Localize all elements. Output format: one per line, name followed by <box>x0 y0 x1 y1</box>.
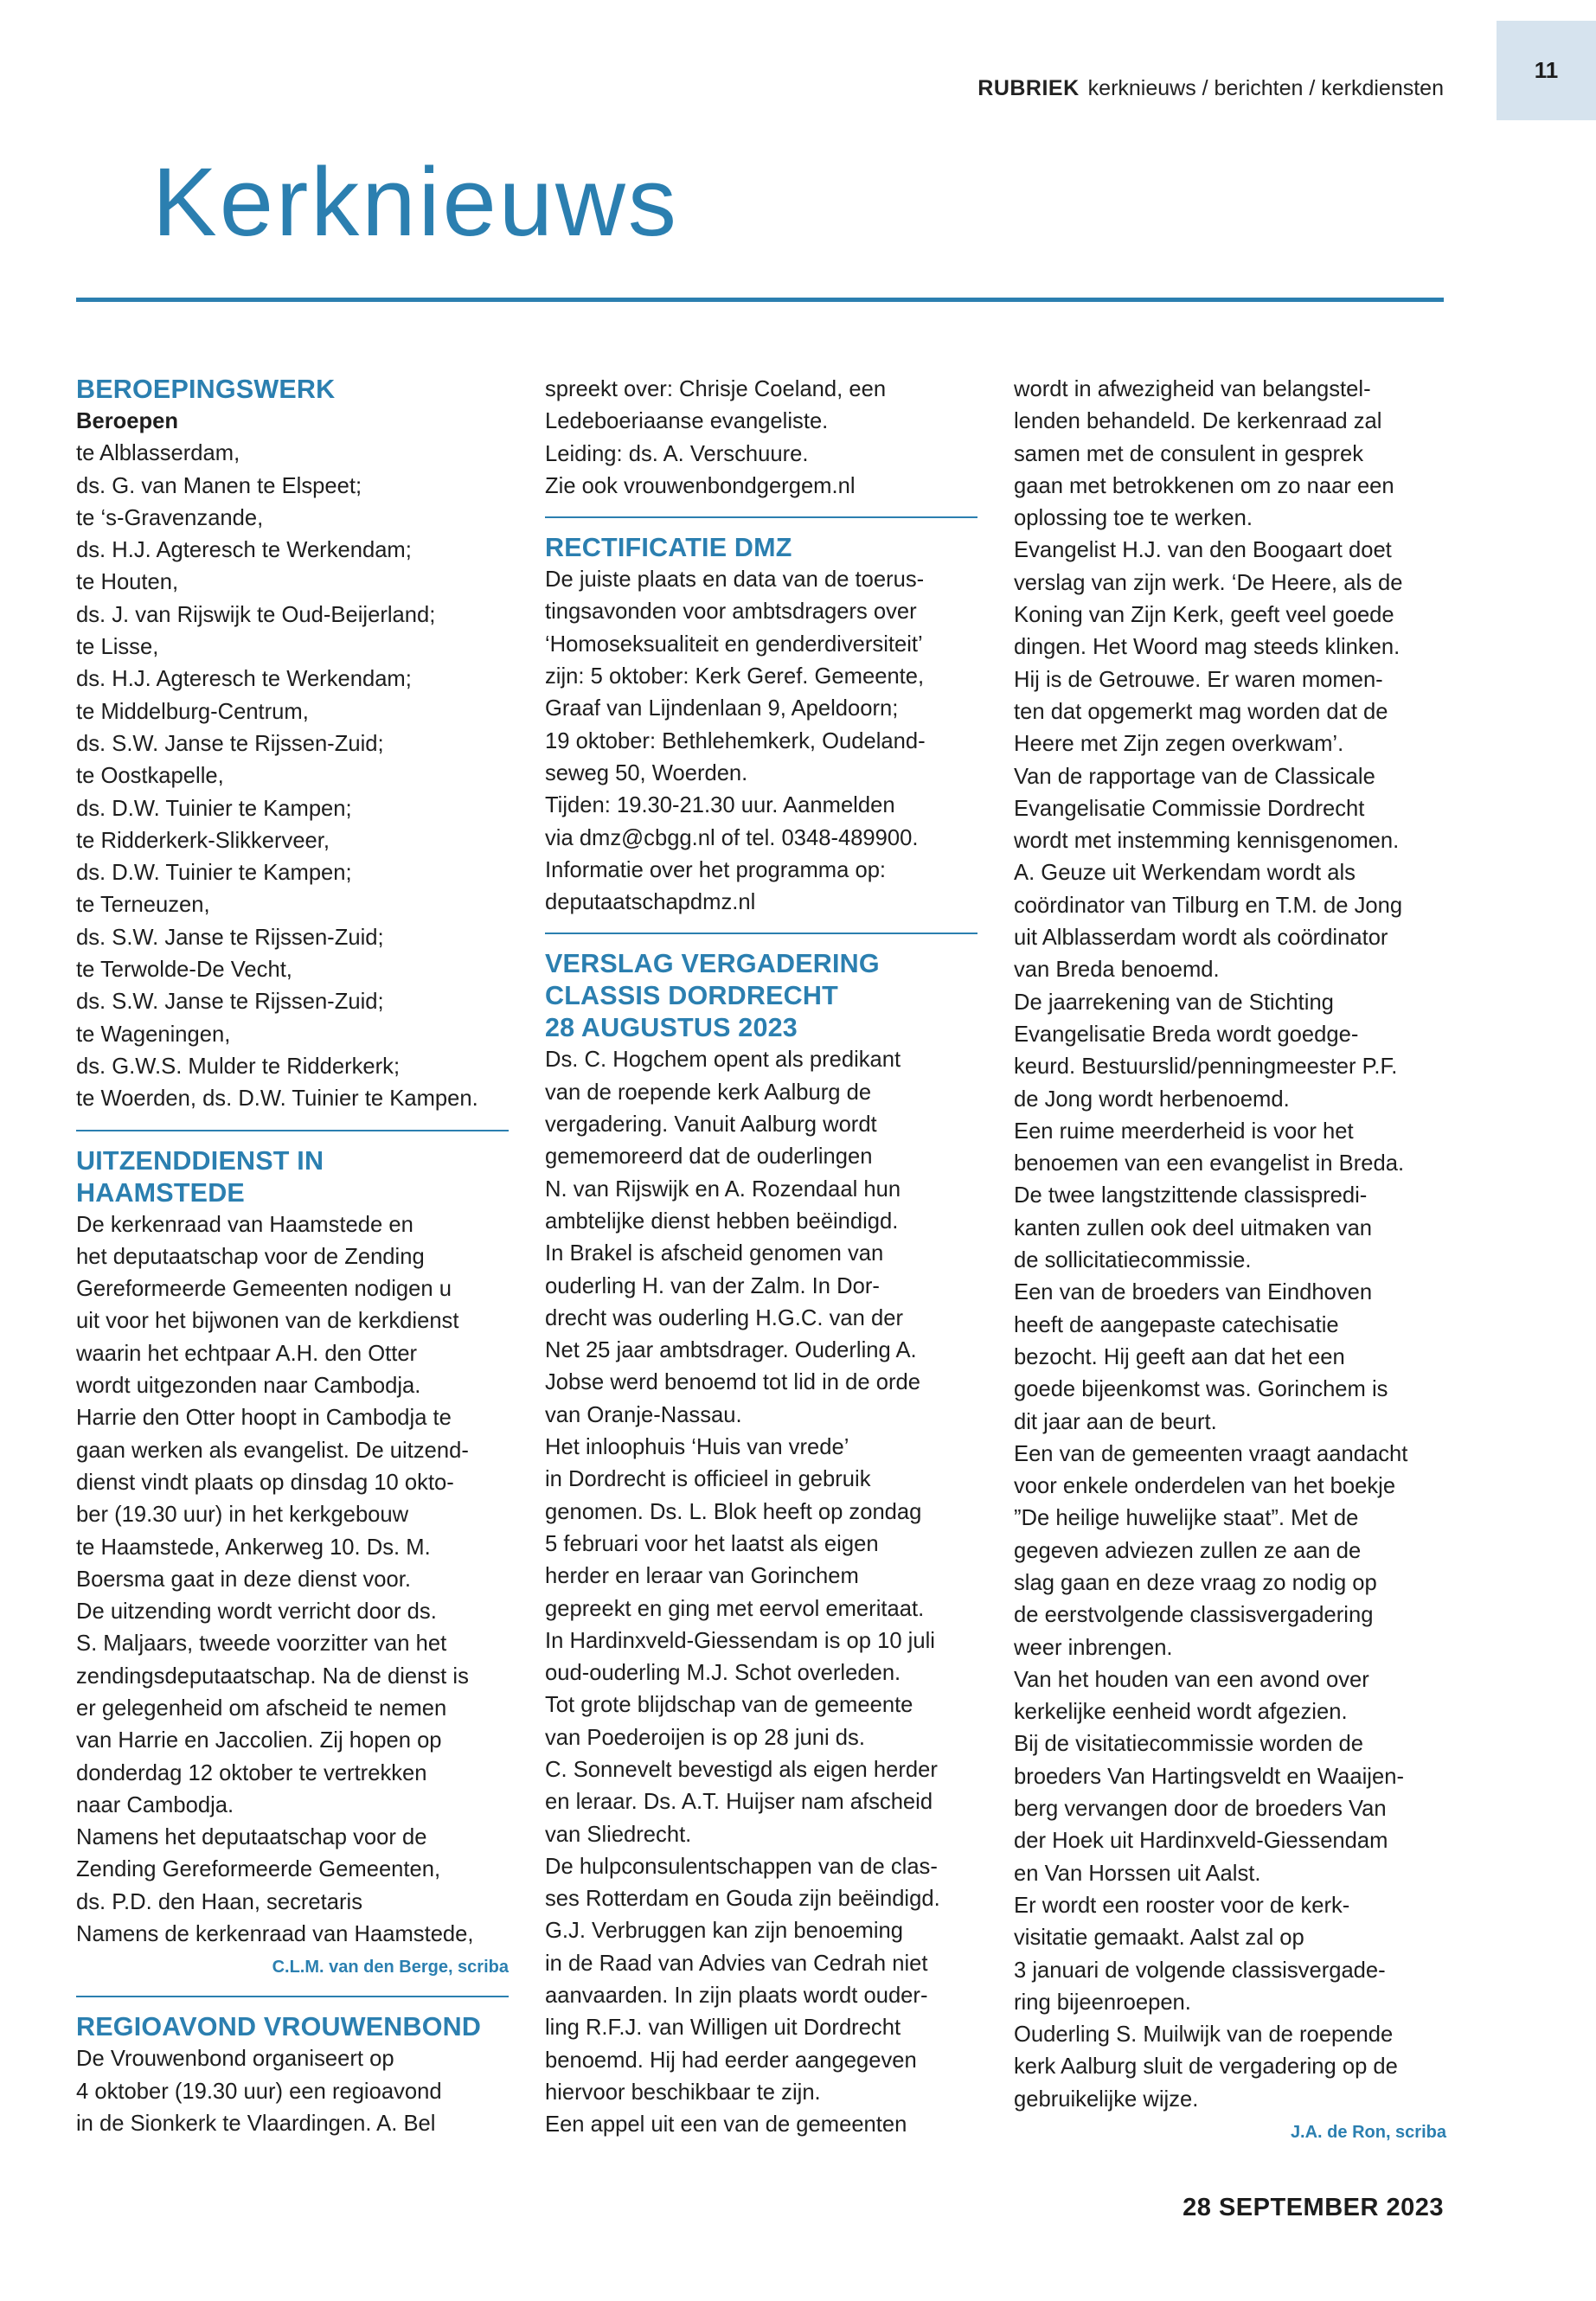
text-line: het deputaatschap voor de Zending <box>76 1244 425 1269</box>
text-line: slag gaan en deze vraag zo nodig op <box>1014 1570 1377 1595</box>
text-line: hiervoor beschikbaar te zijn. <box>545 2080 821 2105</box>
section-heading: VERSLAG VERGADERING <box>545 949 880 979</box>
section-heading: RECTIFICATIE DMZ <box>545 533 792 563</box>
text-line: In Hardinxveld-Giessendam is op 10 juli <box>545 1628 935 1653</box>
section-heading: BEROEPINGSWERK <box>76 375 336 404</box>
text-line: de sollicitatiecommissie. <box>1014 1248 1252 1273</box>
text-line: oud-ouderling M.J. Schot overleden. <box>545 1661 901 1686</box>
text-line: zijn: 5 oktober: Kerk Geref. Gemeente, <box>545 664 925 689</box>
text-line: Een van de gemeenten vraagt aandacht <box>1014 1441 1408 1466</box>
text-line: ds. S.W. Janse te Rijssen-Zuid; <box>76 731 384 756</box>
text-line: gepreekt en ging met eervol emeritaat. <box>545 1596 925 1621</box>
text-line: ds. S.W. Janse te Rijssen-Zuid; <box>76 990 384 1015</box>
text-line: goede bijeenkomst was. Gorinchem is <box>1014 1377 1388 1402</box>
text-line: 4 oktober (19.30 uur) een regioavond <box>76 2079 442 2104</box>
text-line: ds. H.J. Agteresch te Werkendam; <box>76 538 412 563</box>
text-line: gebruikelijke wijze. <box>1014 2086 1199 2112</box>
text-line: Evangelist H.J. van den Boogaart doet <box>1014 538 1392 563</box>
text-line: berg vervangen door de broeders Van <box>1014 1797 1387 1822</box>
text-line: benoemd. Hij had eerder aangegeven <box>545 2048 917 2073</box>
text-line: Tijden: 19.30-21.30 uur. Aanmelden <box>545 793 895 818</box>
section-divider <box>76 1130 509 1131</box>
text-line: ds. H.J. Agteresch te Werkendam; <box>76 667 412 692</box>
column-2 <box>545 374 977 2142</box>
page-number: 11 <box>1497 21 1596 120</box>
text-line: 3 januari de volgende classisvergade- <box>1014 1958 1386 1983</box>
text-line: Tot grote blijdschap van de gemeente <box>545 1693 913 1718</box>
text-line: broeders Van Hartingsveldt en Waaijen- <box>1014 1764 1404 1789</box>
text-line: Een van de broeders van Eindhoven <box>1014 1280 1373 1305</box>
text-line: voor enkele onderdelen van het boekje <box>1014 1474 1396 1499</box>
text-line: ds. P.D. den Haan, secretaris <box>76 1889 362 1914</box>
text-line: De jaarrekening van de Stichting <box>1014 990 1334 1015</box>
text-line: waarin het echtpaar A.H. den Otter <box>76 1341 418 1366</box>
section-divider <box>76 1996 509 1997</box>
text-line: in Dordrecht is officieel in gebruik <box>545 1467 871 1492</box>
text-line: vergadering. Vanuit Aalburg wordt <box>545 1112 877 1138</box>
text-line: zendingsdeputaatschap. Na de dienst is <box>76 1663 469 1689</box>
text-line: C. Sonnevelt bevestigd als eigen herder <box>545 1757 938 1782</box>
text-line: Gereformeerde Gemeenten nodigen u <box>76 1277 452 1302</box>
text-line: spreekt over: Chrisje Coeland, een <box>545 377 887 401</box>
text-line: en Van Horssen uit Aalst. <box>1014 1861 1261 1886</box>
text-line: gaan met betrokkenen om zo naar een <box>1014 473 1394 498</box>
text-line: de Jong wordt herbenoemd. <box>1014 1086 1290 1112</box>
title-rule <box>76 298 1444 302</box>
text-line: gegeven adviezen zullen ze aan de <box>1014 1538 1362 1563</box>
text-line: ten dat opgemerkt mag worden dat de <box>1014 699 1388 724</box>
column-1 <box>76 374 509 2140</box>
text-line: ouderling H. van der Zalm. In Dor- <box>545 1273 880 1298</box>
text-line: 5 februari voor het laatst als eigen <box>545 1531 879 1556</box>
section-heading: 28 AUGUSTUS 2023 <box>545 1013 798 1043</box>
text-line: te Alblasserdam, <box>76 441 240 466</box>
text-line: G.J. Verbruggen kan zijn benoeming <box>545 1919 904 1944</box>
text-line: verslag van zijn werk. ‘De Heere, als de <box>1014 570 1403 595</box>
text-line: te Wageningen, <box>76 1022 231 1047</box>
text-line: uit voor het bijwonen van de kerkdienst <box>76 1309 459 1334</box>
text-line: donderdag 12 oktober te vertrekken <box>76 1760 427 1785</box>
text-line: Informatie over het programma op: <box>545 857 887 882</box>
text-line: lenden behandeld. De kerkenraad zal <box>1014 409 1382 434</box>
text-line: naar Cambodja. <box>76 1792 234 1817</box>
text-line: coördinator van Tilburg en T.M. de Jong <box>1014 893 1403 918</box>
text-line: A. Geuze uit Werkendam wordt als <box>1014 861 1356 886</box>
text-line: ds. D.W. Tuinier te Kampen; <box>76 796 352 821</box>
text-line: te Lisse, <box>76 635 159 660</box>
text-line: te Oostkapelle, <box>76 764 224 789</box>
text-line: ambtelijke dienst hebben beëindigd. <box>545 1208 899 1234</box>
text-line: wordt met instemming kennisgenomen. <box>1014 829 1400 854</box>
text-line: Namens de kerkenraad van Haamstede, <box>76 1922 474 1947</box>
text-line: weer inbrengen. <box>1014 1635 1173 1660</box>
text-line: samen met de consulent in gesprek <box>1014 441 1364 466</box>
text-line: ds. G. van Manen te Elspeet; <box>76 473 362 498</box>
text-line: via dmz@cbgg.nl of tel. 0348-489900. <box>545 825 919 850</box>
text-line: ‘Homoseksualiteit en genderdiversiteit’ <box>545 631 923 657</box>
text-line: De hulpconsulentschappen van de clas- <box>545 1854 938 1879</box>
text-line: ling R.F.J. van Willigen uit Dordrecht <box>545 2016 901 2041</box>
section-heading: UITZENDDIENST IN <box>76 1145 324 1176</box>
text-line: te Middelburg-Centrum, <box>76 699 309 724</box>
text-line: Boersma gaat in deze dienst voor. <box>76 1567 411 1592</box>
text-line: wordt uitgezonden naar Cambodja. <box>76 1374 421 1399</box>
text-line: ds. G.W.S. Mulder te Ridderkerk; <box>76 1054 401 1079</box>
text-line: heeft de aangepaste catechisatie <box>1014 1312 1339 1337</box>
text-line: Namens het deputaatschap voor de <box>76 1825 427 1850</box>
text-line: Ds. C. Hogchem opent als predikant <box>545 1048 901 1073</box>
text-line: Een ruime meerderheid is voor het <box>1014 1118 1354 1144</box>
footer-date: 28 SEPTEMBER 2023 <box>1183 2194 1444 2221</box>
text-line: De Vrouwenbond organiseert op <box>76 2047 394 2072</box>
text-line: Leiding: ds. A. Verschuure. <box>545 441 809 466</box>
section-heading: REGIOAVOND VROUWENBOND <box>76 2012 482 2042</box>
text-line: dingen. Het Woord mag steeds klinken. <box>1014 635 1401 660</box>
text-line: van Harrie en Jaccolien. Zij hopen op <box>76 1728 442 1753</box>
text-line: visitatie gemaakt. Aalst zal op <box>1014 1926 1304 1951</box>
rubriek-label: RUBRIEK <box>977 76 1080 100</box>
text-line: De twee langstzittende classispredi- <box>1014 1183 1368 1208</box>
text-line: Er wordt een rooster voor de kerk- <box>1014 1893 1350 1918</box>
text-line: Evangelisatie Commissie Dordrecht <box>1014 796 1365 821</box>
text-line: In Brakel is afscheid genomen van <box>545 1241 884 1266</box>
text-line: keurd. Bestuurslid/penningmeester P.F. <box>1014 1054 1398 1080</box>
text-line: er gelegenheid om afscheid te nemen <box>76 1695 447 1721</box>
text-line: Harrie den Otter hoopt in Cambodja te <box>76 1406 452 1431</box>
text-line: de eerstvolgende classisvergadering <box>1014 1603 1374 1628</box>
text-line: aanvaarden. In zijn plaats wordt ouder- <box>545 1984 928 2009</box>
text-line: De uitzending wordt verricht door ds. <box>76 1599 437 1625</box>
text-line: genomen. Ds. L. Blok heeft op zondag <box>545 1499 922 1524</box>
text-line: der Hoek uit Hardinxveld-Giessendam <box>1014 1829 1388 1854</box>
text-line: en leraar. Ds. A.T. Huijser nam afscheid <box>545 1790 933 1815</box>
text-line: te Terneuzen, <box>76 893 210 918</box>
text-line: herder en leraar van Gorinchem <box>545 1564 859 1589</box>
text-line: drecht was ouderling H.G.C. van der <box>545 1305 903 1330</box>
text-line: dienst vindt plaats op dinsdag 10 okto- <box>76 1470 454 1495</box>
text-line: van Breda benoemd. <box>1014 958 1220 983</box>
text-line: ber (19.30 uur) in het kerkgebouw <box>76 1503 409 1528</box>
section-heading: HAAMSTEDE <box>76 1177 245 1208</box>
text-line: in de Raad van Advies van Cedrah niet <box>545 1951 928 1976</box>
text-line: ring bijeenroepen. <box>1014 1990 1191 2015</box>
text-line: De kerkenraad van Haamstede en <box>76 1212 413 1237</box>
text-line: te Haamstede, Ankerweg 10. Ds. M. <box>76 1535 431 1560</box>
text-line: ”De heilige huwelijke staat”. Met de <box>1014 1506 1359 1531</box>
text-line: N. van Rijswijk en A. Rozendaal hun <box>545 1176 901 1202</box>
signature: J.A. de Ron, scriba <box>1290 2123 1446 2143</box>
text-line: kerkelijke eenheid wordt afgezien. <box>1014 1700 1348 1725</box>
text-line: Jobse werd benoemd tot lid in de orde <box>545 1370 920 1395</box>
section-divider <box>545 516 977 518</box>
text-line: Graaf van Lijndenlaan 9, Apeldoorn; <box>545 696 899 721</box>
text-line: Bij de visitatiecommissie worden de <box>1014 1732 1363 1757</box>
text-line: S. Maljaars, tweede voorzitter van het <box>76 1631 447 1657</box>
text-line: De juiste plaats en data van de toerus- <box>545 567 925 593</box>
page-title: Kerknieuws <box>152 148 679 256</box>
text-line: van de roepende kerk Aalburg de <box>545 1080 872 1105</box>
text-line: Net 25 jaar ambtsdrager. Ouderling A. <box>545 1338 917 1363</box>
text-line: kerk Aalburg sluit de vergadering op de <box>1014 2054 1398 2080</box>
section-header <box>977 76 1444 101</box>
text-line: te Houten, <box>76 570 179 595</box>
text-line: Het inloophuis ‘Huis van vrede’ <box>545 1435 849 1460</box>
text-line: Zie ook vrouwenbondgergem.nl <box>545 473 856 498</box>
text-line: ds. S.W. Janse te Rijssen-Zuid; <box>76 925 384 950</box>
rubriek-text: kerknieuws / berichten / kerkdiensten <box>1087 76 1444 100</box>
text-line: Ouderling S. Muilwijk van de roepende <box>1014 2022 1394 2048</box>
text-line: kanten zullen ook deel uitmaken van <box>1014 1215 1373 1240</box>
text-line: te Ridderkerk-Slikkerveer, <box>76 828 330 853</box>
text-line: te Woerden, ds. D.W. Tuinier te Kampen. <box>76 1086 478 1112</box>
text-line: oplossing toe te werken. <box>1014 506 1253 531</box>
text-line: te ‘s-Gravenzande, <box>76 505 264 530</box>
text-line: Hij is de Getrouwe. Er waren momen- <box>1014 667 1383 692</box>
text-line: Een appel uit een van de gemeenten <box>545 2112 907 2138</box>
text-line: 19 oktober: Bethlehemkerk, Oudeland- <box>545 728 926 753</box>
text-line: bezocht. Hij geeft aan dat het een <box>1014 1344 1345 1369</box>
text-line: gaan werken als evangelist. De uitzend- <box>76 1438 469 1463</box>
text-line: wordt in afwezigheid van belangstel- <box>1014 377 1371 401</box>
text-line: in de Sionkerk te Vlaardingen. A. Bel <box>76 2111 436 2136</box>
text-line: uit Alblasserdam wordt als coördinator <box>1014 926 1388 951</box>
text-line: ds. J. van Rijswijk te Oud-Beijerland; <box>76 602 436 627</box>
section-divider <box>545 933 977 934</box>
text-line: Van het houden van een avond over <box>1014 1667 1369 1692</box>
text-line: dit jaar aan de beurt. <box>1014 1409 1217 1434</box>
text-line: ses Rotterdam en Gouda zijn beëindigd. <box>545 1887 940 1912</box>
text-line: Heere met Zijn zegen overkwam’. <box>1014 732 1344 757</box>
text-line: tingsavonden voor ambtsdragers over <box>545 599 917 625</box>
text-line: gememoreerd dat de ouderlingen <box>545 1144 873 1170</box>
text-line: Zending Gereformeerde Gemeenten, <box>76 1857 441 1882</box>
text-line: van Sliedrecht. <box>545 1822 692 1847</box>
text-line: benoemen van een evangelist in Breda. <box>1014 1151 1405 1176</box>
text-line: seweg 50, Woerden. <box>545 760 748 785</box>
text-line: Koning van Zijn Kerk, geeft veel goede <box>1014 603 1394 628</box>
text-line: ds. D.W. Tuinier te Kampen; <box>76 861 352 886</box>
text-line: te Terwolde-De Vecht, <box>76 958 292 983</box>
subheading: Beroepen <box>76 409 179 433</box>
text-line: Van de rapportage van de Classicale <box>1014 764 1375 789</box>
text-line: van Oranje-Nassau. <box>545 1402 742 1427</box>
text-line: deputaatschapdmz.nl <box>545 890 756 915</box>
text-line: Evangelisatie Breda wordt goedge- <box>1014 1022 1359 1047</box>
text-line: van Poederoijen is op 28 juni ds. <box>545 1725 865 1750</box>
column-3 <box>1014 374 1446 2147</box>
section-heading: CLASSIS DORDRECHT <box>545 981 838 1011</box>
text-line: Ledeboeriaanse evangeliste. <box>545 409 829 434</box>
signature: C.L.M. van den Berge, scriba <box>272 1958 509 1977</box>
